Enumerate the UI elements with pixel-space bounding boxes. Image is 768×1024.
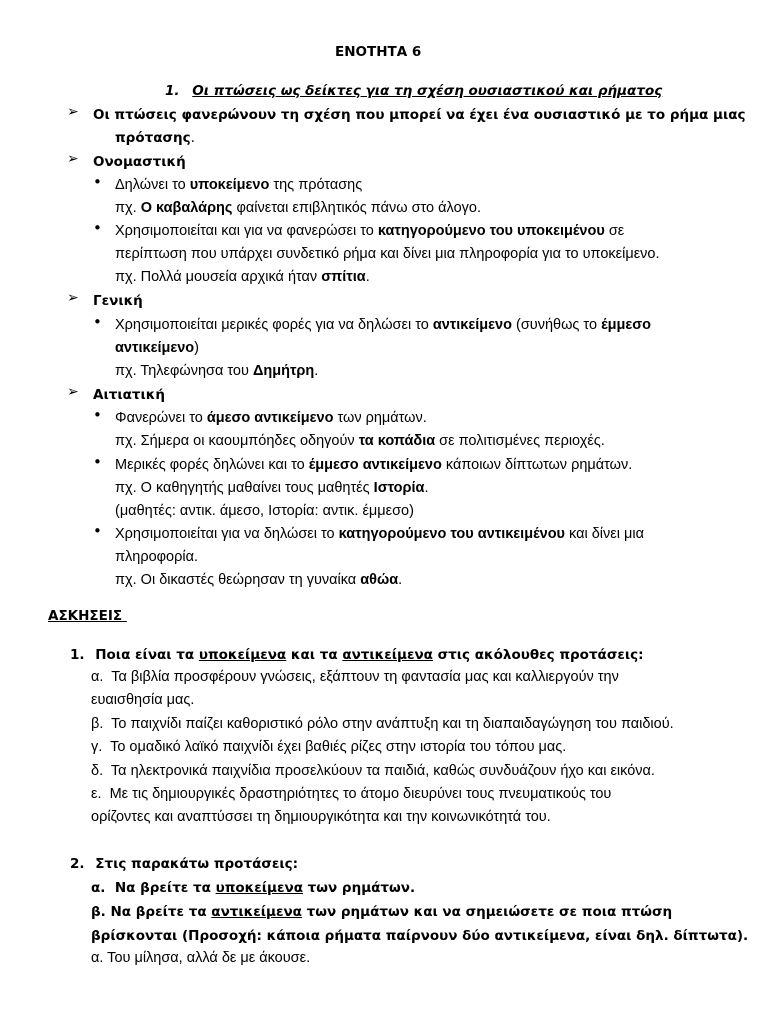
exercise-1-item-a-cont: ευαισθησία μας. (91, 692, 195, 708)
section-title: Οι πτώσεις ως δείκτες για τη σχέση ουσιαστικού και ρήματος (192, 83, 663, 99)
accusative-example-1: πχ. Σήμερα οι καουμπόηδες οδηγούν τα κοπάδια σε πολιτισμένες περιοχές. (115, 433, 605, 449)
accusative-note: (μαθητές: αντικ. άμεσο, Ιστορία: αντικ. έμμεσο) (115, 503, 414, 519)
exercises-heading: ΑΣΚΗΣΕΙΣ (48, 608, 123, 624)
exercise-2-part-a: α. Να βρείτε τα υποκείμενα των ρημάτων. (91, 880, 416, 896)
genitive-heading: Γενική (93, 293, 143, 309)
arrow-bullet-icon: ➢ (67, 104, 79, 120)
section-number: 1. (165, 83, 180, 99)
exercise-1-item-a: α. Τα βιβλία προσφέρουν γνώσεις, εξάπτουν τη φαντασία μας και καλλιεργούν την (91, 669, 619, 685)
bullet-dot-icon: • (93, 522, 102, 540)
nominative-example-2: πχ. Πολλά μουσεία αρχικά ήταν σπίτια. (115, 269, 370, 285)
accusative-heading: Αιτιατική (93, 387, 165, 403)
bullet-dot-icon: • (93, 173, 102, 191)
accusative-bullet-3: Χρησιμοποιείται για να δηλώσει το κατηγορούμενο του αντικειμένου και δίνει μια (115, 526, 644, 542)
bullet-dot-icon: • (93, 219, 102, 237)
exercise-1-item-c: γ. Το ομαδικό λαϊκό παιχνίδι έχει βαθιές ρίζες στην ιστορία του τόπου μας. (91, 739, 567, 755)
exercise-1-item-b: β. Το παιχνίδι παίζει καθοριστικό ρόλο στην ανάπτυξη και τη διαπαιδαγώγηση του παιδιού. (91, 716, 674, 732)
accusative-bullet-3-cont: πληροφορία. (115, 549, 198, 565)
accusative-bullet-2: Μερικές φορές δηλώνει και το έμμεσο αντικείμενο κάποιων δίπτωτων ρημάτων. (115, 457, 633, 473)
exercise-1-item-d: δ. Τα ηλεκτρονικά παιχνίδια προσελκύουν τα παιδιά, καθώς συνδυάζουν ήχο και εικόνα. (91, 763, 655, 779)
accusative-example-3: πχ. Οι δικαστές θεώρησαν τη γυναίκα αθώα. (115, 572, 403, 588)
arrow-bullet-icon: ➢ (67, 151, 79, 167)
exercise-2-sentence-a: α. Του μίλησα, αλλά δε με άκουσε. (91, 950, 311, 966)
genitive-bullet-1-cont: αντικείμενο) (115, 340, 199, 356)
exercise-1-question: 1. Ποια είναι τα υποκείμενα και τα αντικείμενα στις ακόλουθες προτάσεις: (70, 647, 644, 663)
exercise-2-number: 2. (70, 856, 85, 872)
exercise-2-question: 2. Στις παρακάτω προτάσεις: (70, 856, 299, 872)
bullet-dot-icon: • (93, 453, 102, 471)
bullet-dot-icon: • (93, 406, 102, 424)
nominative-bullet-1: Δηλώνει το υποκείμενο της πρότασης (115, 177, 363, 193)
section-heading (165, 81, 662, 101)
arrow-bullet-icon: ➢ (67, 290, 79, 306)
exercise-1-number: 1. (70, 647, 85, 663)
bullet-dot-icon: • (93, 313, 102, 331)
page-title: ΕΝΟΤΗΤΑ 6 (335, 44, 422, 60)
nominative-bullet-2-cont: περίπτωση που υπάρχει συνδετικό ρήμα και δίνει μια πληροφορία για το υποκείμενο. (115, 246, 660, 262)
arrow-bullet-icon: ➢ (67, 384, 79, 400)
nominative-heading: Ονομαστική (93, 154, 186, 170)
intro-line-2: πρότασης. (115, 130, 195, 146)
nominative-bullet-2: Χρησιμοποιείται και για να φανερώσει το κατηγορούμενο του υποκειμένου σε (115, 223, 625, 239)
intro-line-1: Οι πτώσεις φανερώνουν τη σχέση που μπορεί να έχει ένα ουσιαστικό με το ρήμα μιας (93, 107, 746, 123)
accusative-bullet-1: Φανερώνει το άμεσο αντικείμενο των ρημάτων. (115, 410, 427, 426)
exercise-1-item-e-cont: ορίζοντες και αναπτύσσει τη δημιουργικότητα και την κοινωνικότητά του. (91, 809, 551, 825)
exercise-2-part-b-cont: βρίσκονται (Προσοχή: κάποια ρήματα παίρνουν δύο αντικείμενα, είναι δηλ. δίπτωτα). (91, 928, 749, 944)
genitive-bullet-1: Χρησιμοποιείται μερικές φορές για να δηλώσει το αντικείμενο (συνήθως το έμμεσο (115, 317, 652, 333)
accusative-example-2: πχ. Ο καθηγητής μαθαίνει τους μαθητές Ιστορία. (115, 480, 429, 496)
genitive-example-1: πχ. Τηλεφώνησα του Δημήτρη. (115, 363, 319, 379)
exercise-2-part-b: β. Να βρείτε τα αντικείμενα των ρημάτων και να σημειώσετε σε ποια πτώση (91, 904, 673, 920)
exercise-1-item-e: ε. Με τις δημιουργικές δραστηριότητες το άτομο διευρύνει τους πνευματικούς του (91, 786, 612, 802)
nominative-example-1: πχ. Ο καβαλάρης φαίνεται επιβλητικός πάνω στο άλογο. (115, 200, 481, 216)
